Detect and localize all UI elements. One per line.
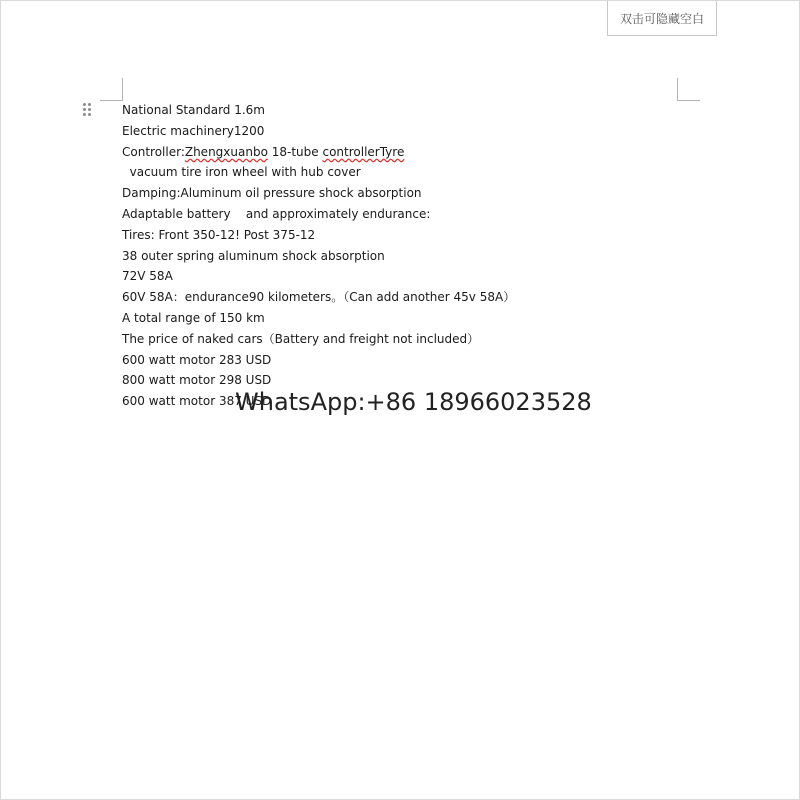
text-line: 600 watt motor 283 USD xyxy=(122,352,272,367)
text-line: The price of naked cars（Battery and freight not included） xyxy=(122,331,480,346)
text-line: Electric machinery1200 xyxy=(122,123,265,138)
text-fragment: 18-tube xyxy=(267,144,323,159)
text-line: 800 watt motor 298 USD xyxy=(122,373,272,388)
spellcheck-flagged-word[interactable]: Zhengxuanbo xyxy=(184,144,268,159)
whatsapp-contact-overlay: WhatsApp:+86 18966023528 xyxy=(235,388,592,416)
text-line: 72V 58A xyxy=(122,269,173,284)
text-line: A total range of 150 km xyxy=(122,310,265,325)
text-fragment: Controller: xyxy=(122,144,185,159)
text-line: 60V 58A：endurance90 kilometers。（Can add another 45v 58A） xyxy=(122,290,516,305)
text-line: Tires: Front 350-12! Post 375-12 xyxy=(122,227,316,242)
text-line: 600 watt motor 387 USD xyxy=(122,394,272,409)
margin-corner-top-right xyxy=(677,78,700,101)
margin-corner-top-left xyxy=(100,78,123,101)
text-line: Adaptable battery and approximately endurance: xyxy=(122,206,431,221)
document-body[interactable] xyxy=(122,100,682,412)
hide-whitespace-tooltip: 双击可隐藏空白 xyxy=(607,1,717,36)
text-line: 38 outer spring aluminum shock absorption xyxy=(122,248,385,263)
text-line xyxy=(122,142,682,163)
paragraph-drag-handle-icon[interactable] xyxy=(82,103,92,117)
text-line: National Standard 1.6m xyxy=(122,103,265,117)
text-line: vacuum tire iron wheel with hub cover xyxy=(122,165,361,180)
spellcheck-flagged-word[interactable]: controllerTyre xyxy=(322,144,405,159)
text-line: Damping:Aluminum oil pressure shock absorption xyxy=(122,186,422,201)
